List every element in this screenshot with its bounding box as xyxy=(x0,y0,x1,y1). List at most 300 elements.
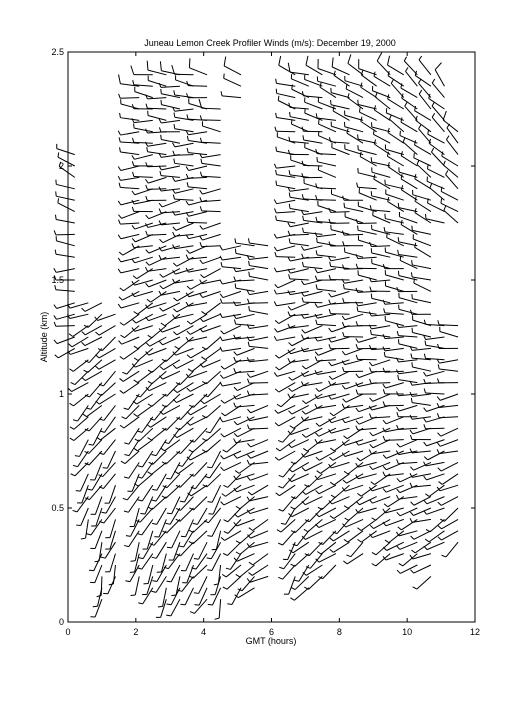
barb-half-feather xyxy=(396,495,398,499)
wind-barb xyxy=(345,144,363,154)
barb-half-feather xyxy=(302,411,305,414)
barb-half-feather xyxy=(330,262,331,267)
wind-barb xyxy=(306,56,322,75)
barb-half-feather xyxy=(361,117,362,122)
barb-half-feather xyxy=(234,476,237,480)
barb-half-feather xyxy=(410,512,413,516)
barb-shaft xyxy=(318,474,336,480)
barb-half-feather xyxy=(415,208,416,213)
barb-shaft xyxy=(185,588,193,605)
barb-shaft xyxy=(331,314,350,315)
barb-half-feather xyxy=(124,477,129,478)
wind-barb xyxy=(82,326,102,335)
wind-barb xyxy=(200,326,221,332)
barb-shaft xyxy=(105,542,115,558)
barb-shaft xyxy=(152,428,167,440)
barb-shaft xyxy=(236,324,255,325)
barb-half-feather xyxy=(119,94,121,98)
wind-barb xyxy=(284,576,295,594)
wind-barb xyxy=(397,323,418,327)
wind-barb xyxy=(200,189,221,194)
barb-half-feather xyxy=(330,413,334,416)
wind-barb xyxy=(152,508,166,524)
wind-barb xyxy=(134,440,153,451)
wind-barb xyxy=(99,405,115,420)
barb-shaft xyxy=(121,212,139,219)
barb-half-feather xyxy=(411,502,414,505)
wind-barb xyxy=(76,474,89,491)
barb-half-feather xyxy=(207,467,212,468)
barb-shaft xyxy=(147,166,166,167)
barb-half-feather xyxy=(419,90,422,94)
wind-barb xyxy=(159,291,180,295)
wind-barb xyxy=(278,565,295,579)
barb-half-feather xyxy=(292,85,293,90)
wind-barb xyxy=(330,405,350,415)
wind-barb xyxy=(202,371,220,384)
barb-shaft xyxy=(224,78,241,86)
wind-barb xyxy=(164,554,180,569)
barb-half-feather xyxy=(118,215,121,219)
wind-barb xyxy=(202,303,221,314)
barb-shaft xyxy=(206,337,220,349)
wind-barb xyxy=(410,565,430,573)
wind-barb xyxy=(383,401,404,405)
barb-half-feather xyxy=(152,523,157,524)
barb-shaft xyxy=(385,321,403,326)
barb-shaft xyxy=(439,360,458,363)
wind-barb xyxy=(159,337,180,345)
wind-barb xyxy=(279,462,296,477)
wind-barb xyxy=(130,554,139,573)
wind-barb xyxy=(71,371,89,384)
barb-half-feather xyxy=(247,455,250,459)
barb-half-feather xyxy=(346,555,350,557)
barb-half-feather xyxy=(316,457,320,460)
barb-shaft xyxy=(87,405,102,416)
wind-barb xyxy=(132,223,153,229)
barb-shaft xyxy=(280,440,295,451)
barb-half-feather xyxy=(316,195,317,200)
barb-shaft xyxy=(225,531,241,541)
barb-half-feather xyxy=(148,370,152,372)
barb-half-feather xyxy=(146,185,148,189)
barb-shaft xyxy=(277,200,296,203)
barb-half-feather xyxy=(134,358,138,361)
barb-shaft xyxy=(317,360,336,361)
barb-half-feather xyxy=(173,227,176,231)
wind-barb xyxy=(424,440,445,446)
barb-half-feather xyxy=(178,465,183,466)
barb-half-feather xyxy=(316,284,317,289)
barb-shaft xyxy=(361,87,377,97)
barb-half-feather xyxy=(97,595,102,596)
wind-barb xyxy=(279,554,295,569)
barb-shaft xyxy=(306,405,323,414)
wind-barb xyxy=(201,159,221,166)
wind-barb xyxy=(276,147,295,155)
wind-barb xyxy=(356,355,376,360)
wind-barb xyxy=(200,115,220,120)
barb-half-feather xyxy=(279,475,283,477)
barb-shaft xyxy=(385,357,404,360)
barb-half-feather xyxy=(424,442,427,446)
wind-barb xyxy=(302,451,323,457)
wind-barb xyxy=(174,159,194,166)
wind-barb xyxy=(147,61,166,75)
barb-half-feather xyxy=(122,372,126,374)
barb-shaft xyxy=(320,462,335,473)
barb-half-feather xyxy=(118,166,121,170)
barb-half-feather xyxy=(133,414,137,417)
barb-shaft xyxy=(228,508,241,522)
wind-barb xyxy=(54,230,75,234)
barb-half-feather xyxy=(316,149,317,154)
wind-barb xyxy=(134,123,153,131)
barb-half-feather xyxy=(160,274,163,277)
barb-half-feather xyxy=(167,604,172,605)
wind-barb xyxy=(189,99,207,109)
wind-barb xyxy=(247,405,268,412)
barb-shaft xyxy=(104,405,116,420)
wind-barb xyxy=(316,217,336,223)
barb-half-feather xyxy=(424,418,427,422)
barb-half-feather xyxy=(374,140,375,145)
wind-barb xyxy=(77,485,88,503)
barb-half-feather xyxy=(221,400,225,403)
barb-half-feather xyxy=(55,285,56,290)
barb-half-feather xyxy=(398,527,402,530)
barb-shaft xyxy=(276,291,295,294)
barb-shaft xyxy=(95,565,102,583)
barb-half-feather xyxy=(315,404,317,408)
wind-barb xyxy=(412,362,431,371)
wind-barb xyxy=(95,360,115,369)
barb-half-feather xyxy=(317,552,321,555)
barb-half-feather xyxy=(316,217,317,222)
barb-half-feather xyxy=(404,57,406,61)
barb-half-feather xyxy=(289,238,290,243)
barb-shaft xyxy=(148,152,167,155)
wind-barb xyxy=(160,171,180,177)
barb-half-feather xyxy=(193,523,198,524)
barb-shaft xyxy=(205,348,220,359)
barb-half-feather xyxy=(391,79,393,83)
wind-barb xyxy=(173,223,194,230)
barb-shaft xyxy=(439,369,458,371)
barb-half-feather xyxy=(70,427,74,429)
barb-half-feather xyxy=(276,448,280,451)
wind-barb xyxy=(161,89,180,98)
barb-half-feather xyxy=(120,322,124,325)
barb-half-feather xyxy=(166,581,171,582)
barb-half-feather xyxy=(118,220,120,224)
wind-barb xyxy=(342,367,363,371)
wind-barb xyxy=(438,519,458,528)
barb-shaft xyxy=(291,428,309,434)
barb-half-feather xyxy=(220,456,223,459)
barb-half-feather xyxy=(190,612,194,614)
barb-half-feather xyxy=(160,286,163,289)
wind-barb xyxy=(67,348,88,354)
barb-half-feather xyxy=(397,570,400,573)
barb-half-feather xyxy=(274,247,277,251)
barb-half-feather xyxy=(342,367,344,371)
barb-shaft xyxy=(56,326,75,327)
barb-shaft xyxy=(203,223,221,229)
barb-half-feather xyxy=(424,379,426,383)
barb-shaft xyxy=(152,462,167,474)
barb-half-feather xyxy=(397,425,399,429)
barb-shaft xyxy=(149,246,167,253)
barb-half-feather xyxy=(248,342,249,347)
barb-half-feather xyxy=(410,570,413,573)
wind-barb xyxy=(411,398,431,405)
barb-half-feather xyxy=(118,258,121,262)
barb-half-feather xyxy=(202,450,206,452)
barb-half-feather xyxy=(442,555,446,557)
barb-shaft xyxy=(137,269,153,279)
barb-shaft xyxy=(124,383,140,394)
barb-shaft xyxy=(121,234,139,238)
barb-half-feather xyxy=(405,67,408,71)
barb-shaft xyxy=(277,269,296,272)
wind-barb xyxy=(302,262,322,269)
wind-barb xyxy=(135,87,153,98)
barb-half-feather xyxy=(415,71,416,76)
barb-shaft xyxy=(206,405,220,417)
wind-barb xyxy=(331,485,350,497)
wind-barb xyxy=(186,337,207,341)
wind-barb xyxy=(305,143,323,155)
wind-barb xyxy=(154,519,166,537)
barb-shaft xyxy=(237,348,255,355)
barb-half-feather xyxy=(234,368,236,372)
barb-half-feather xyxy=(160,239,163,242)
barb-shaft xyxy=(222,314,241,317)
barb-shaft xyxy=(319,485,336,494)
barb-shaft xyxy=(121,104,139,109)
barb-shaft xyxy=(202,211,221,212)
barb-shaft xyxy=(372,253,391,257)
barb-half-feather xyxy=(403,138,405,142)
wind-barb xyxy=(331,225,350,235)
wind-barb xyxy=(397,542,418,549)
barb-shaft xyxy=(385,184,403,188)
barb-shaft xyxy=(126,405,139,418)
barb-half-feather xyxy=(206,432,211,433)
wind-barb xyxy=(120,113,140,120)
wind-barb xyxy=(291,119,308,131)
barb-shaft xyxy=(413,554,431,559)
wind-barb xyxy=(173,360,193,369)
wind-barb xyxy=(159,127,180,131)
barb-half-feather xyxy=(315,524,318,527)
wind-barb xyxy=(302,298,322,303)
barb-half-feather xyxy=(329,328,332,332)
barb-half-feather xyxy=(223,553,227,555)
barb-half-feather xyxy=(344,539,348,542)
barb-half-feather xyxy=(148,381,152,383)
barb-shaft xyxy=(446,140,458,155)
barb-shaft xyxy=(151,417,167,427)
wind-barb xyxy=(84,314,102,327)
barb-half-feather xyxy=(425,494,429,497)
barb-shaft xyxy=(398,360,417,362)
barb-half-feather xyxy=(187,182,188,187)
barb-half-feather xyxy=(342,404,344,408)
barb-shaft xyxy=(228,519,241,533)
wind-barb xyxy=(356,497,376,505)
wind-barb xyxy=(369,497,390,504)
barb-shaft xyxy=(308,576,322,589)
barb-half-feather xyxy=(401,185,402,190)
barb-shaft xyxy=(193,565,207,578)
barb-shaft xyxy=(142,519,153,535)
barb-shaft xyxy=(149,280,167,287)
barb-half-feather xyxy=(316,423,320,426)
barb-shaft xyxy=(374,179,390,189)
barb-shaft xyxy=(386,451,404,458)
barb-shaft xyxy=(125,451,139,464)
barb-half-feather xyxy=(316,388,319,391)
barb-half-feather xyxy=(346,84,347,89)
barb-shaft xyxy=(57,337,75,344)
barb-shaft xyxy=(149,257,166,265)
wind-barb xyxy=(290,588,308,600)
barb-half-feather xyxy=(68,344,72,347)
barb-half-feather xyxy=(320,83,321,88)
barb-half-feather xyxy=(200,318,203,322)
wind-barb xyxy=(316,183,336,188)
wind-barb xyxy=(146,246,167,253)
barb-half-feather xyxy=(397,512,400,515)
barb-feather xyxy=(348,54,351,63)
barb-shaft xyxy=(401,156,417,166)
wind-barb xyxy=(315,233,336,237)
barb-shaft xyxy=(279,485,295,495)
barb-half-feather xyxy=(236,541,240,543)
barb-shaft xyxy=(222,246,241,250)
wind-barb xyxy=(319,119,336,131)
barb-shaft xyxy=(331,266,350,268)
barb-half-feather xyxy=(221,434,224,437)
barb-shaft xyxy=(317,200,336,201)
barb-shaft xyxy=(441,462,458,471)
barb-shaft xyxy=(224,497,241,505)
barb-half-feather xyxy=(412,294,413,299)
barb-shaft xyxy=(136,314,153,323)
barb-half-feather xyxy=(220,280,222,284)
wind-barb xyxy=(424,354,444,360)
wind-barb xyxy=(54,268,75,272)
wind-barb xyxy=(356,337,377,342)
wind-barb xyxy=(343,332,363,337)
barb-shaft xyxy=(86,519,89,538)
barb-half-feather xyxy=(303,135,304,140)
barb-shaft xyxy=(345,217,363,223)
barb-shaft xyxy=(249,276,268,280)
barb-half-feather xyxy=(289,411,292,414)
barb-shaft xyxy=(138,371,153,382)
barb-shaft xyxy=(426,337,445,339)
wind-barb xyxy=(220,347,241,351)
barb-half-feather xyxy=(288,306,291,310)
wind-barb xyxy=(387,233,404,246)
barb-half-feather xyxy=(288,312,290,316)
wind-barb xyxy=(175,337,194,349)
wind-barb xyxy=(173,232,194,236)
x-axis xyxy=(65,52,480,637)
wind-barb xyxy=(133,405,152,416)
barb-shaft xyxy=(202,280,221,284)
barb-shaft xyxy=(385,440,404,441)
barb-shaft xyxy=(348,531,363,542)
barb-half-feather xyxy=(343,399,346,402)
barb-half-feather xyxy=(202,311,206,314)
barb-half-feather xyxy=(96,401,100,404)
barb-half-feather xyxy=(187,355,191,358)
barb-shaft xyxy=(204,394,220,404)
barb-shaft xyxy=(332,371,349,379)
wind-barb xyxy=(274,326,295,333)
wind-barb xyxy=(329,257,350,261)
wind-barb xyxy=(200,269,220,278)
wind-barb xyxy=(387,56,403,75)
barb-shaft xyxy=(166,451,180,464)
barb-half-feather xyxy=(383,436,385,440)
barb-shaft xyxy=(226,565,241,577)
barb-half-feather xyxy=(329,344,331,348)
barb-feather xyxy=(160,61,161,70)
barb-shaft xyxy=(373,394,391,401)
wind-barb xyxy=(356,462,377,467)
wind-barb xyxy=(372,508,391,520)
barb-half-feather xyxy=(247,357,249,361)
wind-barb xyxy=(329,371,349,379)
barb-half-feather xyxy=(161,448,165,451)
wind-barb xyxy=(120,348,139,359)
barb-half-feather xyxy=(357,539,361,542)
wind-barb xyxy=(247,371,268,377)
barb-half-feather xyxy=(55,355,59,358)
wind-barb xyxy=(432,113,444,132)
barb-half-feather xyxy=(446,170,448,174)
barb-shaft xyxy=(398,462,417,463)
barb-half-feather xyxy=(220,336,222,340)
barb-shaft xyxy=(176,223,194,230)
wind-barb xyxy=(159,200,180,207)
wind-barb xyxy=(289,383,309,392)
wind-barb xyxy=(442,542,458,557)
barb-half-feather xyxy=(342,322,344,326)
barb-shaft xyxy=(236,474,254,480)
barb-shaft xyxy=(414,462,431,470)
barb-shaft xyxy=(417,164,431,177)
barb-half-feather xyxy=(315,433,318,436)
barb-shaft xyxy=(306,565,322,575)
barb-half-feather xyxy=(187,331,190,334)
barb-half-feather xyxy=(236,552,240,554)
barb-half-feather xyxy=(148,507,152,509)
barb-half-feather xyxy=(220,375,223,379)
wind-barb xyxy=(398,339,417,348)
barb-half-feather xyxy=(383,509,386,513)
barb-feather xyxy=(377,53,382,61)
barb-shaft xyxy=(222,267,241,269)
barb-half-feather xyxy=(419,56,422,60)
barb-shaft xyxy=(175,109,194,111)
